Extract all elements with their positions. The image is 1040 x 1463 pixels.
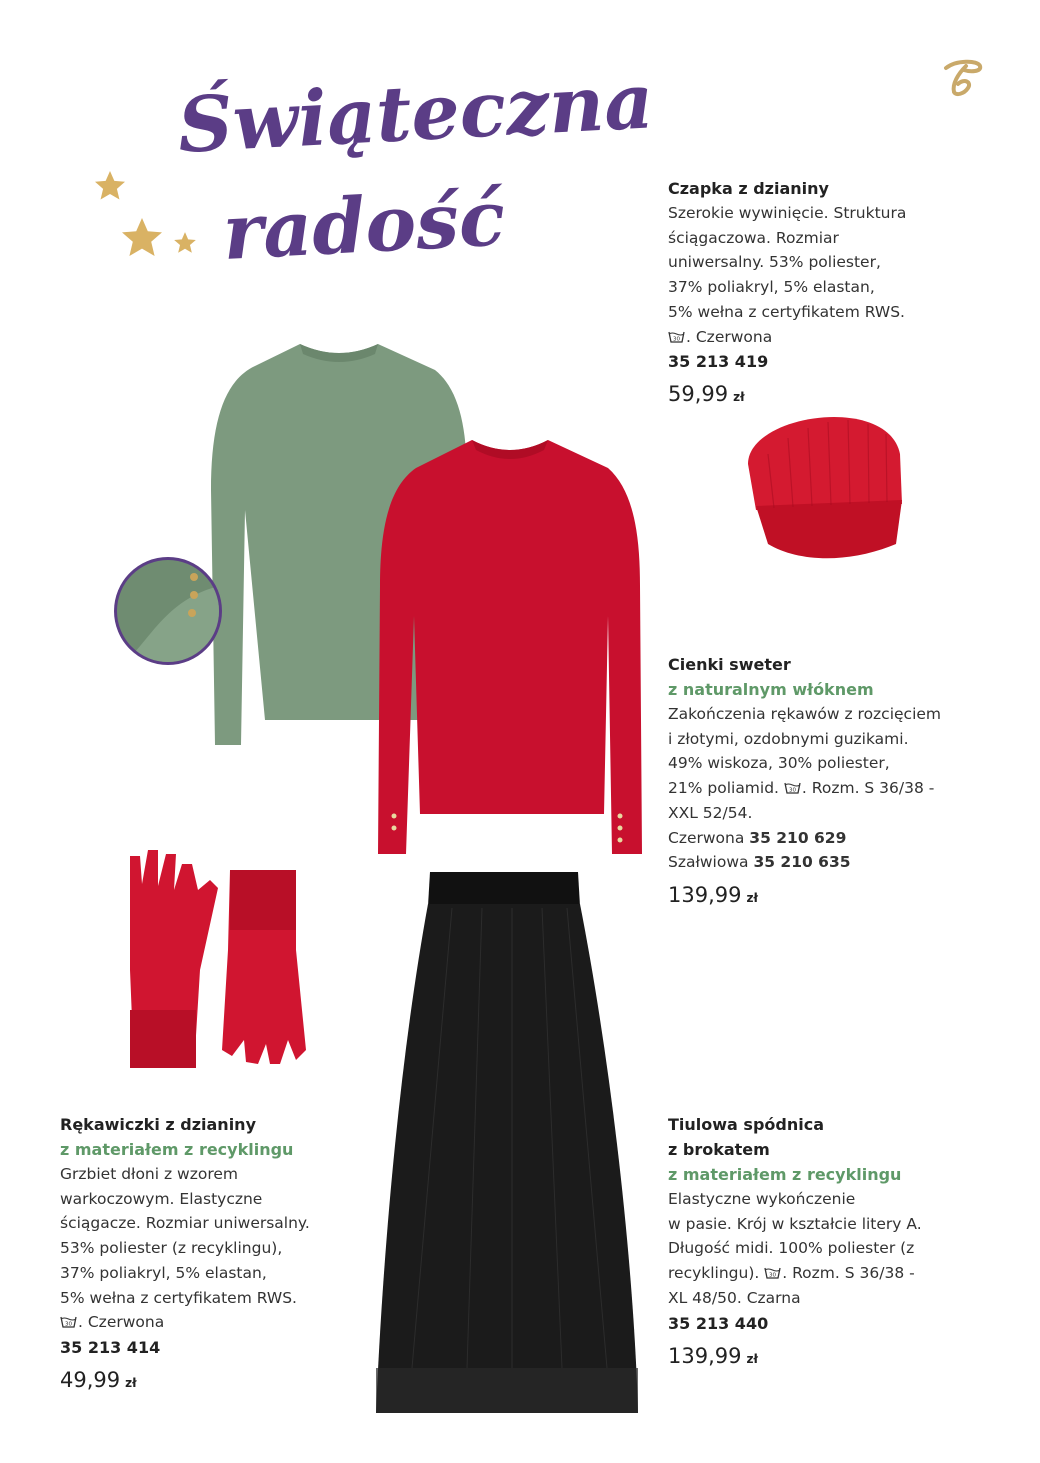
product-code: 35 213 414 [60,1337,161,1357]
wash-30-icon [668,330,685,343]
product-code: 35 213 440 [668,1313,769,1333]
product-subtitle: z materiałem z recyklingu [60,1140,294,1159]
wash-30-icon [60,1315,77,1328]
wash-30-icon [784,781,801,794]
product-skirt-info [668,1112,1008,1373]
product-title: z brokatem [668,1140,770,1159]
tchibo-logo-icon [940,58,984,98]
product-hat-info [668,176,998,411]
product-sweater-info [668,652,1008,912]
svg-text:30: 30 [673,336,680,343]
product-code: 35 213 419 [668,352,769,372]
product-description: Grzbiet dłoni z wzorem warkoczowym. Elastyczne ściągacze. Rozmiar uniwersalny. 53% poliester (z recyklingu), 37% poliakryl, 5% elastan, 5% wełna z certyfikatem RWS. 30 . Czerwona [60,1165,310,1332]
product-price: 139,99 zł [668,882,758,907]
product-price: 59,99 zł [668,382,745,407]
product-code: 35 210 629 [749,828,847,847]
svg-text:30: 30 [65,1321,72,1328]
product-title: Tiulowa spódnica [668,1115,824,1134]
product-title: Rękawiczki z dzianiny [60,1115,256,1134]
product-description: Szerokie wywinięcie. Struktura ściągaczowa. Rozmiar uniwersalny. 53% poliester, 37% poliakryl, 5% elastan, 5% wełna z certyfikatem RWS. 30 . Czerwona [668,204,907,346]
headline-line2: radość [220,173,508,277]
product-code: 35 210 635 [753,853,851,872]
hat-image [738,394,910,566]
headline-line1: Świąteczna [175,56,656,170]
star-icon [172,230,198,256]
product-description: Zakończenia rękawów z rozcięciem i złotymi, ozdobnymi guzikami. 49% wiskoza, 30% poliester, 21% poliamid. 30 . Rozm. S 36/38 - XXL 52/54. Czerwona 35 210 629 Szałwiowa 35 210 635 [668,705,942,872]
svg-text:30: 30 [788,787,796,794]
gloves-image [120,850,320,1074]
star-icon [118,214,166,262]
svg-text:30: 30 [769,1272,777,1279]
star-icon [92,168,128,204]
skirt-image [372,868,642,1420]
product-title: Czapka z dzianiny [668,179,829,198]
product-subtitle: z naturalnym włóknem [668,680,874,699]
sleeve-detail-image [112,555,224,667]
product-price: 139,99 zł [668,1343,758,1368]
product-subtitle: z materiałem z recyklingu [668,1165,902,1184]
product-description: Elastyczne wykończenie w pasie. Krój w kształcie litery A. Długość midi. 100% poliester (z recyklingu). 30 . Rozm. S 36/38 - XL 48/50. Czarna [668,1190,922,1307]
product-title: Cienki sweter [668,655,791,674]
product-price: 49,99 zł [60,1367,137,1392]
wash-30-icon [764,1266,781,1279]
product-gloves-info [60,1112,360,1397]
red-sweater-image [372,436,648,858]
